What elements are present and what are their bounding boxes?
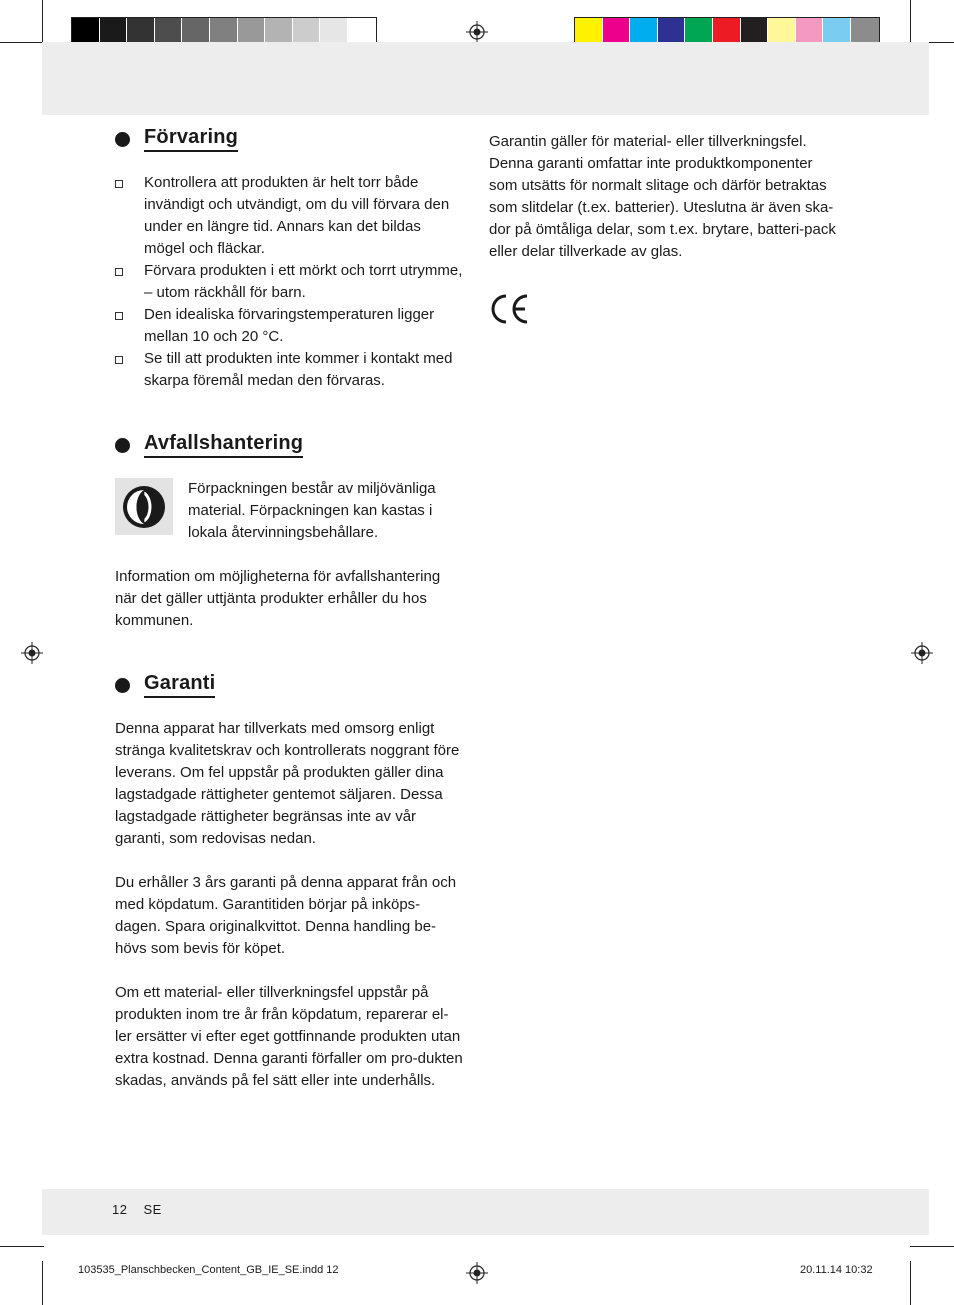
storage-section xyxy=(115,126,465,392)
section-title: Förvaring xyxy=(144,126,238,152)
disposal-heading xyxy=(115,432,465,458)
crosshair-target-icon xyxy=(21,642,43,664)
packaging-row xyxy=(115,478,465,544)
checkbox-square-icon xyxy=(115,268,123,276)
crosshair-target-icon xyxy=(911,642,933,664)
bullet-dot-icon xyxy=(115,438,130,453)
list-item: Kontrollera att produkten är helt torr både invändigt och utvändigt, om du vill förvara den under en längre tid. Annars kan det bildas mögel och fläckar. xyxy=(115,172,465,260)
checkbox-square-icon xyxy=(115,356,123,364)
disposal-section xyxy=(115,432,465,632)
crop-mark xyxy=(0,1246,44,1247)
header-band xyxy=(42,42,929,115)
list-item: Förvara produkten i ett mörkt och torrt utrymme, – utom räckhåll för barn. xyxy=(115,260,465,304)
disposal-info-text: Information om möjligheterna för avfallshantering när det gäller uttjänta produkter erhåller du hos kommunen. xyxy=(115,568,441,629)
slug-filename: 103535_Planschbecken_Content_GB_IE_SE.indd 12 xyxy=(78,1264,339,1276)
crosshair-target-icon xyxy=(466,21,488,43)
crop-mark xyxy=(910,0,911,44)
page-number: 12 SE xyxy=(112,1202,162,1217)
storage-heading xyxy=(115,126,465,152)
left-column xyxy=(115,126,465,1092)
crop-mark xyxy=(42,0,43,44)
crop-mark xyxy=(910,1246,954,1247)
crosshair-target-icon xyxy=(466,1262,488,1284)
section-title: Garanti xyxy=(144,672,215,698)
storage-list xyxy=(115,172,465,392)
warranty-section xyxy=(115,672,465,1092)
warranty-paragraph: Om ett material- eller tillverkningsfel uppstår på produkten inom tre år från köpdatum, reparerar el-ler ersätter vi efter eget gottfinnande produkten utan extra kostnad. Denna garanti förfaller om pro-dukten skadas, används på fel sätt eller inte underhålls. xyxy=(115,984,463,1089)
crop-mark xyxy=(910,1261,911,1305)
warranty-paragraph: Denna apparat har tillverkats med omsorg enligt stränga kvalitetskrav och kontrollerats noggrant före leverans. Om fel uppstår på produkten gäller dina lagstadgade rättigheter gentemot säljaren. Dessa lagstadgade rättigheter begränsas inte av vår garanti, som redovisas nedan. xyxy=(115,720,460,847)
crop-mark xyxy=(42,1261,43,1305)
list-item: Den idealiska förvaringstemperaturen ligger mellan 10 och 20 °C. xyxy=(115,304,465,348)
checkbox-square-icon xyxy=(115,312,123,320)
bullet-dot-icon xyxy=(115,132,130,147)
warranty-paragraph: Du erhåller 3 års garanti på denna apparat från och med köpdatum. Garantitiden börjar på inköps-dagen. Spara originalkvittot. Denna handling be-hövs som bevis för köpet. xyxy=(115,874,457,957)
bullet-dot-icon xyxy=(115,678,130,693)
section-title: Avfallshantering xyxy=(144,432,303,458)
ce-mark xyxy=(489,293,841,330)
green-dot-recycling-icon xyxy=(115,478,173,535)
slug-date: 20.11.14 10:32 xyxy=(800,1264,873,1276)
ce-mark-icon xyxy=(489,293,531,325)
crop-mark xyxy=(0,42,44,43)
checkbox-square-icon xyxy=(115,180,123,188)
list-item: Se till att produkten inte kommer i kontakt med skarpa föremål medan den förvaras. xyxy=(115,348,465,392)
right-column xyxy=(489,131,841,330)
warranty-heading xyxy=(115,672,465,698)
packaging-text: Förpackningen består av miljövänliga material. Förpackningen kan kastas i lokala återvinningsbehållare. xyxy=(188,480,436,541)
warranty-continued-text: Garantin gäller för material- eller tillverkningsfel. Denna garanti omfattar inte produktkomponenter som utsätts för normalt slitage och därför betraktas som slitdelar (t.ex. batterier). Uteslutna är även ska-dor på ömtåliga delar, som t.ex. brytare, batteri-pack eller delar tillverkade av glas. xyxy=(489,133,836,260)
